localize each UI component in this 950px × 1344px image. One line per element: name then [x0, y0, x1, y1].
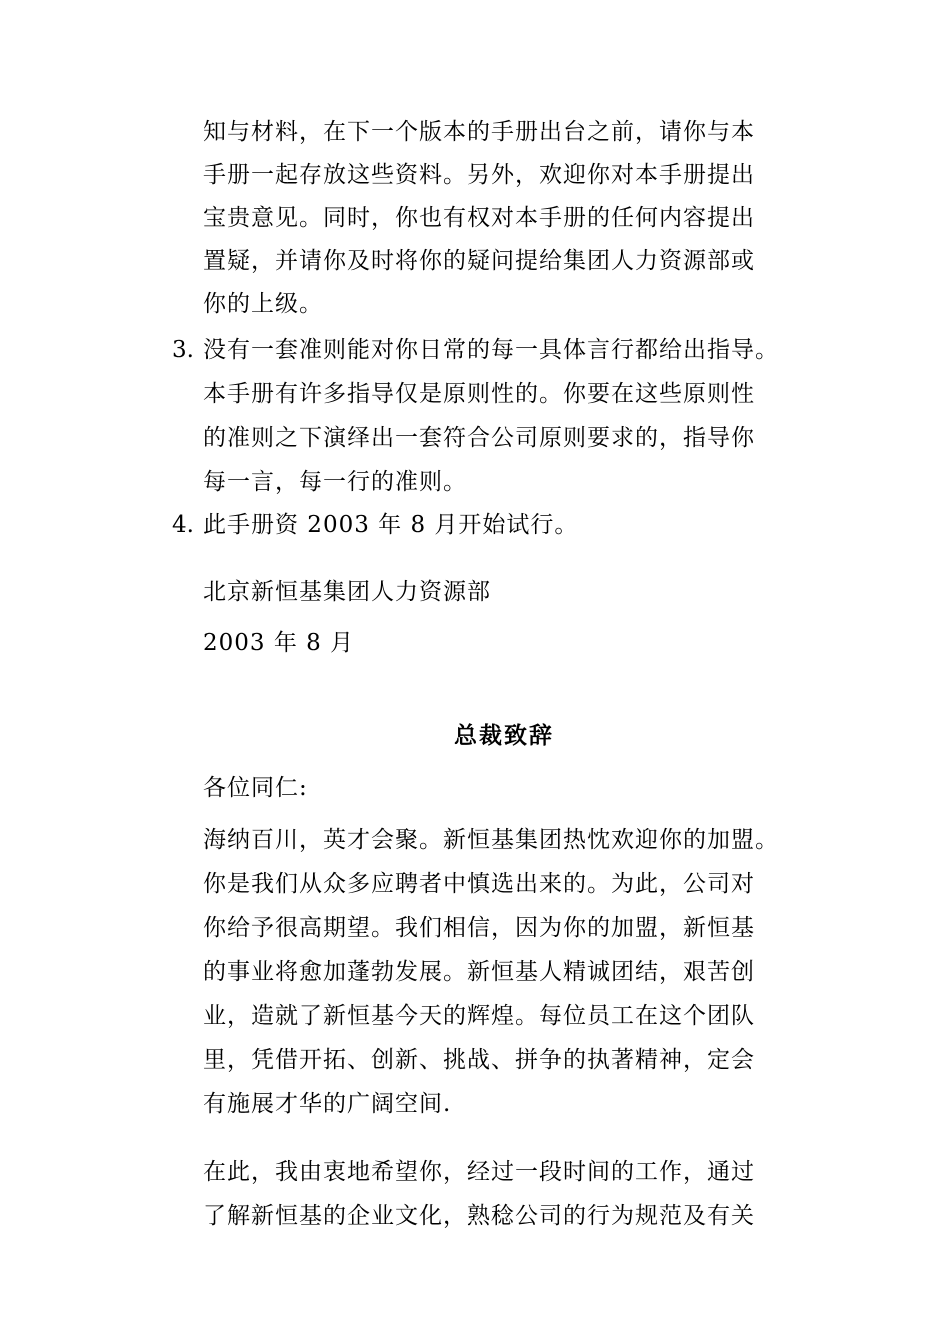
paragraph2-line-2: 了解新恒基的企业文化，熟稔公司的行为规范及有关 [203, 1203, 755, 1229]
paragraph1-line-1: 海纳百川，英才会聚。新恒基集团热忱欢迎你的加盟。 [203, 827, 779, 853]
intro-line-1: 知与材料，在下一个版本的手册出台之前，请你与本 [203, 119, 755, 145]
intro-line-4: 置疑，并请你及时将你的疑问提给集团人力资源部或 [203, 248, 755, 274]
paragraph1-line-6: 里，凭借开拓、创新、挑战、拼争的执著精神，定会 [203, 1047, 755, 1073]
salutation: 各位同仁: [203, 775, 308, 801]
item3-line-4: 每一言，每一行的准则。 [203, 469, 467, 495]
signature-date: 2003 年 8 月 [203, 630, 355, 656]
paragraph1-line-4: 的事业将愈加蓬勃发展。新恒基人精诚团结，艰苦创 [203, 959, 755, 985]
item3-line-3: 的准则之下演绎出一套符合公司原则要求的，指导你 [203, 425, 755, 451]
item3-line-1: 没有一套准则能对你日常的每一具体言行都给出指导。 [203, 337, 779, 363]
item4-text: 此手册资 2003 年 8 月开始试行。 [203, 512, 579, 538]
intro-line-5: 你的上级。 [203, 291, 323, 317]
item4-number: 4. [172, 512, 194, 538]
section-title: 总裁致辞 [454, 722, 554, 749]
signature-department: 北京新恒基集团人力资源部 [203, 579, 491, 605]
paragraph1-line-3: 你给予很高期望。我们相信，因为你的加盟，新恒基 [203, 915, 755, 941]
paragraph1-line-7: 有施展才华的广阔空间. [203, 1091, 452, 1117]
paragraph1-line-5: 业，造就了新恒基今天的辉煌。每位员工在这个团队 [203, 1003, 755, 1029]
intro-line-2: 手册一起存放这些资料。另外，欢迎你对本手册提出 [203, 162, 755, 188]
paragraph1-line-2: 你是我们从众多应聘者中慎选出来的。为此，公司对 [203, 871, 755, 897]
paragraph2-line-1: 在此，我由衷地希望你，经过一段时间的工作，通过 [203, 1159, 755, 1185]
intro-line-3: 宝贵意见。同时，你也有权对本手册的任何内容提出 [203, 205, 755, 231]
item3-number: 3. [172, 337, 194, 363]
item3-line-2: 本手册有许多指导仅是原则性的。你要在这些原则性 [203, 381, 755, 407]
